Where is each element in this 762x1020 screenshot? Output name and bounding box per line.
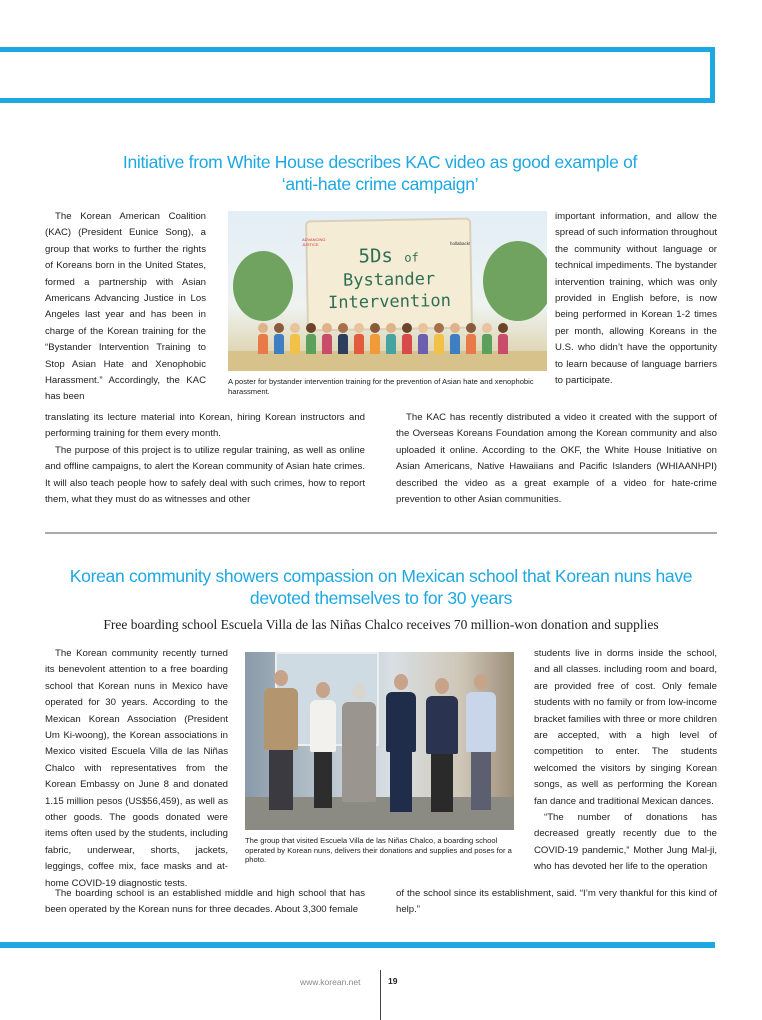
footer-url: www.korean.net xyxy=(300,977,361,987)
article2-right-column: students live in dorms inside the school, and all classes. including room and board, are provided free of cost. Only female students with no family or from low-income bracket families with three or more children are accepted, with a high level of competition to enter. The students welcomed the visitors by singing Korean songs, as well as performing the Korean fan dance and traditional Mexican dances. “The number of donations has decreased greatly recently due to the COVID-19 pandemic,” Mother Jung Mal-ji, who has devoted her life to the operation xyxy=(534,648,717,873)
article1-headline: Initiative from White House describes KAC video as good example of ‘anti-hate crime campaign’ xyxy=(122,152,638,194)
bystander-poster xyxy=(228,211,547,371)
top-banner xyxy=(0,47,715,103)
photo-person-1 xyxy=(263,670,299,810)
article2-headline: Korean community showers compassion on Mexican school that Korean nuns have devoted themselves to for 30 years xyxy=(69,566,693,608)
group-photo xyxy=(245,652,514,830)
article1-right-bottom: The KAC has recently distributed a video it created with the support of the Overseas Koreans Foundation among the Korean community and also uploaded it online. According to the OKF, the White House Initiative on Asian Americans, Native Hawaiians and Pacific Islanders (WHIAANHPI) described the video as a great example of a video for hate-crime prevention to other Asian communities. xyxy=(396,412,717,506)
photo-person-5 xyxy=(425,678,459,812)
photo-person-2 xyxy=(309,682,337,808)
article1-left-bottom: translating its lecture material into Korean, hiring Korean instructors and performing training for them every month. The purpose of this project is to utilize regular training, as well as online and offline campaigns, to alert the Korean community of Asian hate crimes. It will also teach people how to safely deal with such crimes, how to report them, what they must do as witnesses and other xyxy=(45,412,365,506)
photo-person-4 xyxy=(385,674,417,812)
article1-caption: A poster for bystander intervention training for the prevention of Asian hate and xenophobic harassment. xyxy=(228,377,534,396)
article2-left-bottom: The boarding school is an established middle and high school that has been operated by the Korean nuns for three decades. About 3,300 female xyxy=(45,888,365,916)
poster-title: 5Ds of Bystander Intervention xyxy=(327,244,452,314)
page-number: 19 xyxy=(388,976,398,986)
bottom-bar xyxy=(0,942,715,948)
tree-right xyxy=(483,241,547,321)
tree-left xyxy=(233,251,293,321)
footer-divider xyxy=(380,970,381,1020)
photo-person-6 xyxy=(465,674,497,810)
section-divider xyxy=(45,532,717,534)
advancing-justice-logo: ADVANCING JUSTICE xyxy=(302,237,326,247)
poster-people-group xyxy=(258,323,518,363)
article2-right-bottom: of the school since its establishment, said. “I’m very thankful for this kind of help.” xyxy=(396,888,717,916)
photo-person-3 xyxy=(341,684,377,802)
article1-left-column: The Korean American Coalition (KAC) (President Eunice Song), a group that works to further the rights of Koreans born in the United States, formed a partnership with Asian Americans Advancing Justice in Los Angeles last year and has been in charge of the Korean training for the “Bystander Intervention Training to Stop Asian Hate and Xenophobic Harassment.” Accordingly, the KAC has been xyxy=(45,211,206,403)
hollaback-logo: hollaback! xyxy=(450,241,471,246)
article2-left-column: The Korean community recently turned its benevolent attention to a free boarding school that Korean nuns in Mexico have operated for 30 years. According to the Mexican Korean Association (President Um Ki-woong), the Korean associations in Mexico visited Escuela Villa de las Niñas Chalco with representatives from the Korean Embassy on June 8 and donated 1.15 million pesos (US$56,459), as well as other goods. The goods donated were items often used by the students, including fabric, underwear, shorts, jackets, leggings, coffee mix, face masks and at-home COVID-19 diagnostic tests. xyxy=(45,648,228,889)
article1-right-column: important information, and allow the spread of such information throughout the community without language or technical impediments. The bystander intervention training, which was only provided in English before, is now being performed in Korean 1-2 times per month, allowing Koreans in the U.S. who didn’t have the opportunity to learn because of language barriers to participate. xyxy=(555,211,717,387)
article2-subheadline: Free boarding school Escuela Villa de las Niñas Chalco receives 70 million-won donation and supplies xyxy=(103,617,659,632)
article2-caption: The group that visited Escuela Villa de las Niñas Chalco, a boarding school operated by Korean nuns, delivers their donations and supplies and poses for a photo. xyxy=(245,836,512,864)
